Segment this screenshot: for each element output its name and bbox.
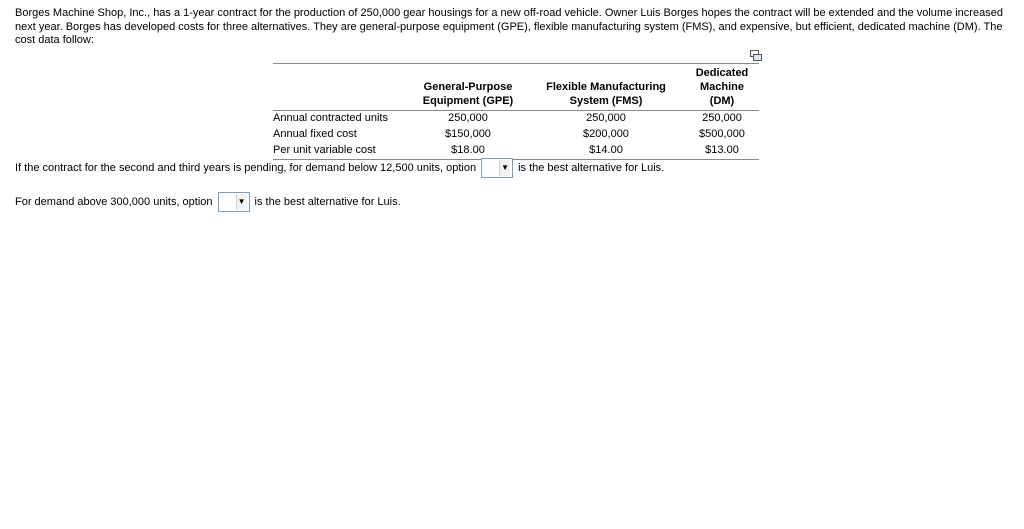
cell-fms: 250,000 bbox=[586, 112, 626, 124]
cell-gpe: $18.00 bbox=[451, 144, 485, 156]
cell-gpe: 250,000 bbox=[448, 112, 488, 124]
header-fms-line1: Flexible Manufacturing bbox=[546, 81, 666, 93]
cell-dm: $500,000 bbox=[699, 128, 745, 140]
row-label: Per unit variable cost bbox=[273, 144, 376, 156]
chevron-down-icon[interactable]: ▼ bbox=[236, 194, 247, 210]
cell-gpe: $150,000 bbox=[445, 128, 491, 140]
table-header-row bbox=[273, 64, 759, 111]
row-label: Annual contracted units bbox=[273, 112, 388, 124]
problem-statement: Borges Machine Shop, Inc., has a 1-year contract for the production of 250,000 gear housings for a new off-road vehicle. Owner Luis Borges hopes the contract will be extended and the volume increased next year. Borges has developed costs for three alternatives. They are general-purpose equipment (GPE), flexible manufacturing system (FMS), and expensive, but efficient, dedicated machine (DM). The cost data follow: bbox=[15, 7, 1003, 46]
cell-dm: $13.00 bbox=[705, 144, 739, 156]
header-dm-line2: Machine (DM) bbox=[699, 81, 744, 107]
option-dropdown-1[interactable] bbox=[481, 158, 513, 178]
header-blank bbox=[273, 64, 409, 111]
question-2-after: is the best alternative for Luis. bbox=[254, 196, 401, 208]
header-dm bbox=[685, 64, 759, 111]
cost-data-table bbox=[273, 63, 759, 160]
header-fms bbox=[527, 64, 685, 111]
header-gpe bbox=[409, 64, 527, 111]
table-row bbox=[273, 127, 759, 143]
table-row bbox=[273, 111, 759, 128]
header-fms-line2: System (FMS) bbox=[569, 95, 643, 107]
chevron-down-icon[interactable]: ▼ bbox=[499, 160, 510, 176]
row-label: Annual fixed cost bbox=[273, 128, 357, 140]
header-gpe-line2: Equipment (GPE) bbox=[422, 95, 514, 107]
cell-fms: $200,000 bbox=[583, 128, 629, 140]
copy-icon[interactable] bbox=[750, 50, 762, 61]
cell-fms: $14.00 bbox=[589, 144, 623, 156]
question-2 bbox=[15, 192, 401, 212]
cell-dm: 250,000 bbox=[702, 112, 742, 124]
question-1-before: If the contract for the second and third years is pending, for demand below 12,500 units, option bbox=[15, 162, 477, 174]
question-2-before: For demand above 300,000 units, option bbox=[15, 196, 213, 208]
header-gpe-line1: General-Purpose bbox=[423, 81, 513, 93]
question-1-after: is the best alternative for Luis. bbox=[518, 162, 665, 174]
header-dm-line1: Dedicated bbox=[695, 67, 749, 79]
option-dropdown-2[interactable] bbox=[218, 192, 250, 212]
question-1 bbox=[15, 158, 664, 178]
